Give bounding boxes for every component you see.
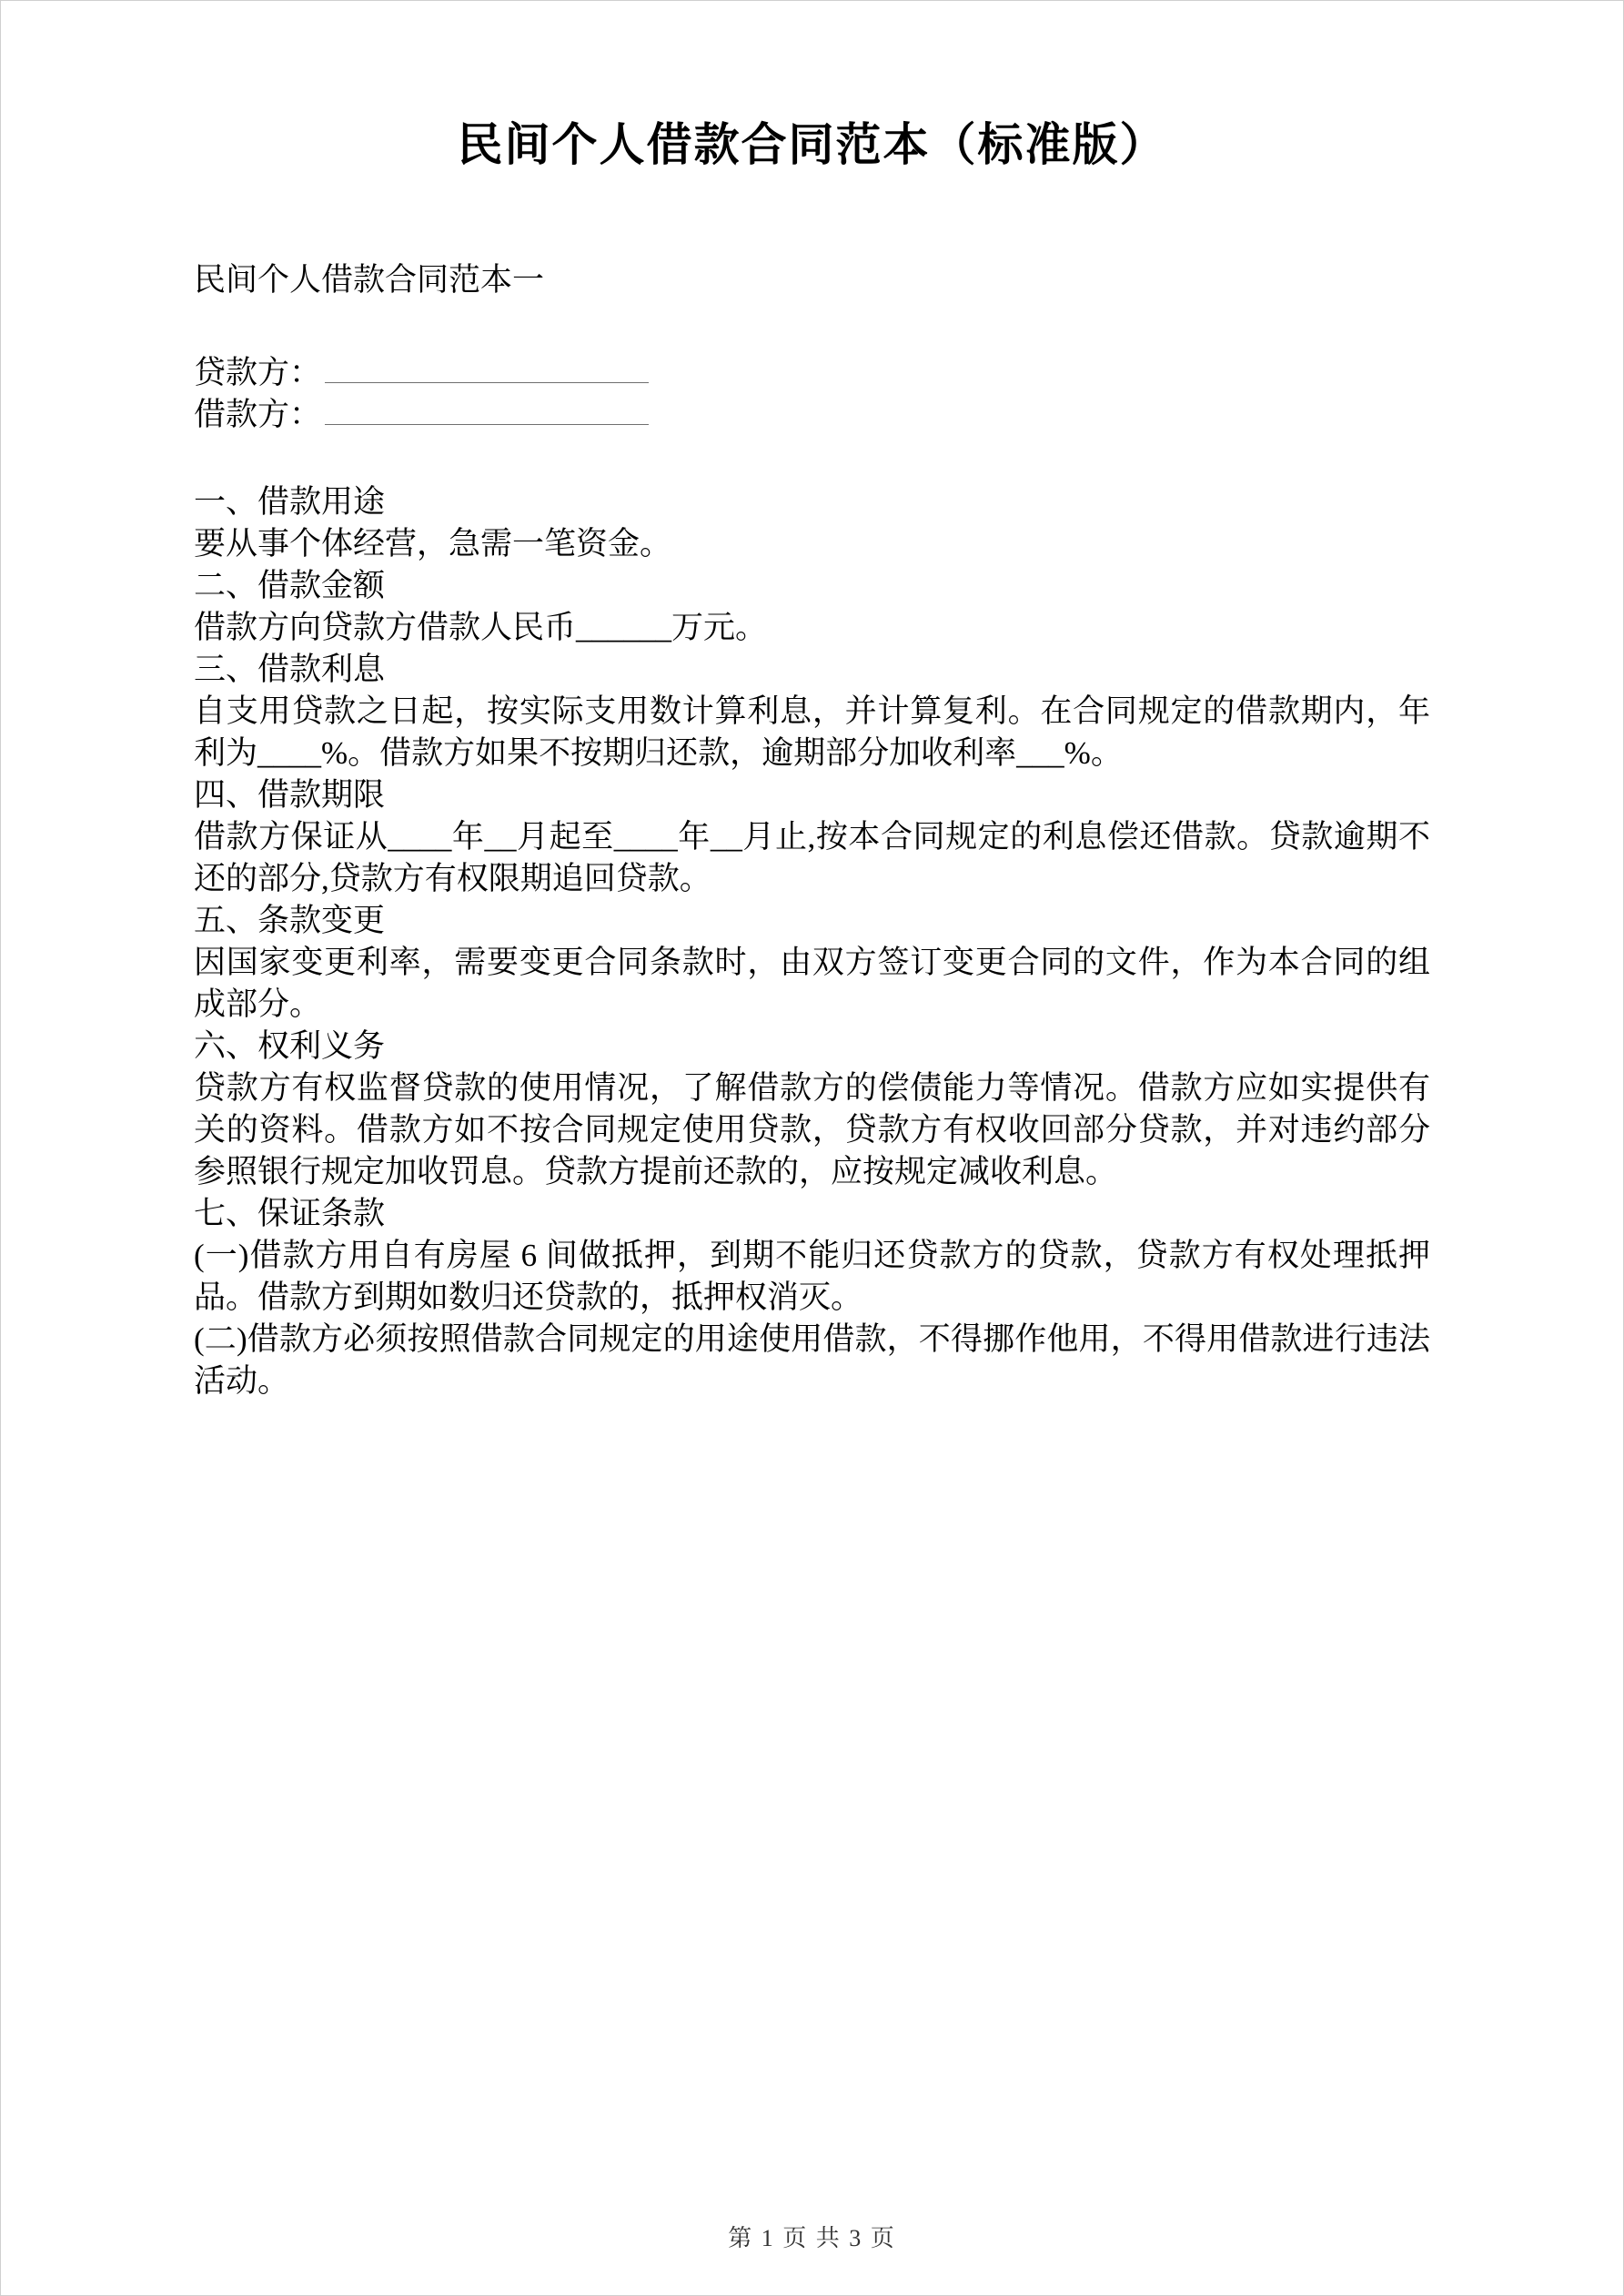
section-paragraph: 自支用贷款之日起，按实际支用数计算利息，并计算复利。在合同规定的借款期内，年利为____%。借款方如果不按期归还款，逾期部分加收利率___%。 (194, 693, 1430, 771)
section-paragraph: 借款方保证从____年__月起至____年__月止,按本合同规定的利息偿还借款。贷款逾期不还的部分,贷款方有权限期追回贷款。 (194, 819, 1430, 896)
section-heading: 七、保证条款 (194, 1196, 386, 1231)
document-title: 民间个人借款合同范本（标准版） (457, 119, 1167, 170)
section-paragraph: 因国家变更利率，需要变更合同条款时，由双方签订变更合同的文件，作为本合同的组成部分。 (194, 945, 1430, 1022)
borrower-line (194, 394, 1430, 436)
section-paragraph: 贷款方有权监督贷款的使用情况，了解借款方的偿债能力等情况。借款方应如实提供有关的资料。借款方如不按合同规定使用贷款，贷款方有权收回部分贷款，并对违约部分参照银行规定加收罚息。贷款方提前还款的，应按规定减收利息。 (194, 1070, 1430, 1189)
section-paragraph: (二)借款方必须按照借款合同规定的用途使用借款，不得挪作他用，不得用借款进行违法活动。 (194, 1321, 1430, 1399)
borrower-label: 借款方： (194, 397, 322, 432)
sections-block (194, 481, 1430, 1402)
lender-label: 贷款方： (194, 355, 322, 390)
document-body (194, 259, 1430, 1402)
intro-line: 民间个人借款合同范本一 (194, 262, 545, 298)
section-heading: 四、借款期限 (194, 777, 386, 813)
section-heading: 二、借款金额 (194, 568, 386, 603)
section-paragraph: 借款方向贷款方借款人民币______万元。 (194, 610, 768, 645)
parties-block (194, 352, 1430, 436)
section-heading: 六、权利义务 (194, 1028, 386, 1064)
section-heading: 一、借款用途 (194, 484, 386, 520)
section-paragraph: (一)借款方用自有房屋 6 间做抵押，到期不能归还贷款方的贷款，贷款方有权处理抵押品。借款方到期如数归还贷款的，抵押权消灭。 (194, 1238, 1430, 1315)
lender-blank-line (325, 353, 649, 383)
page-number-footer: 第 1 页 共 3 页 (728, 2225, 896, 2251)
section-paragraph: 要从事个体经营，急需一笔资金。 (194, 526, 672, 561)
section-heading: 三、借款利息 (194, 652, 386, 687)
borrower-blank-line (325, 395, 649, 425)
lender-line (194, 352, 1430, 394)
section-heading: 五、条款变更 (194, 903, 386, 938)
